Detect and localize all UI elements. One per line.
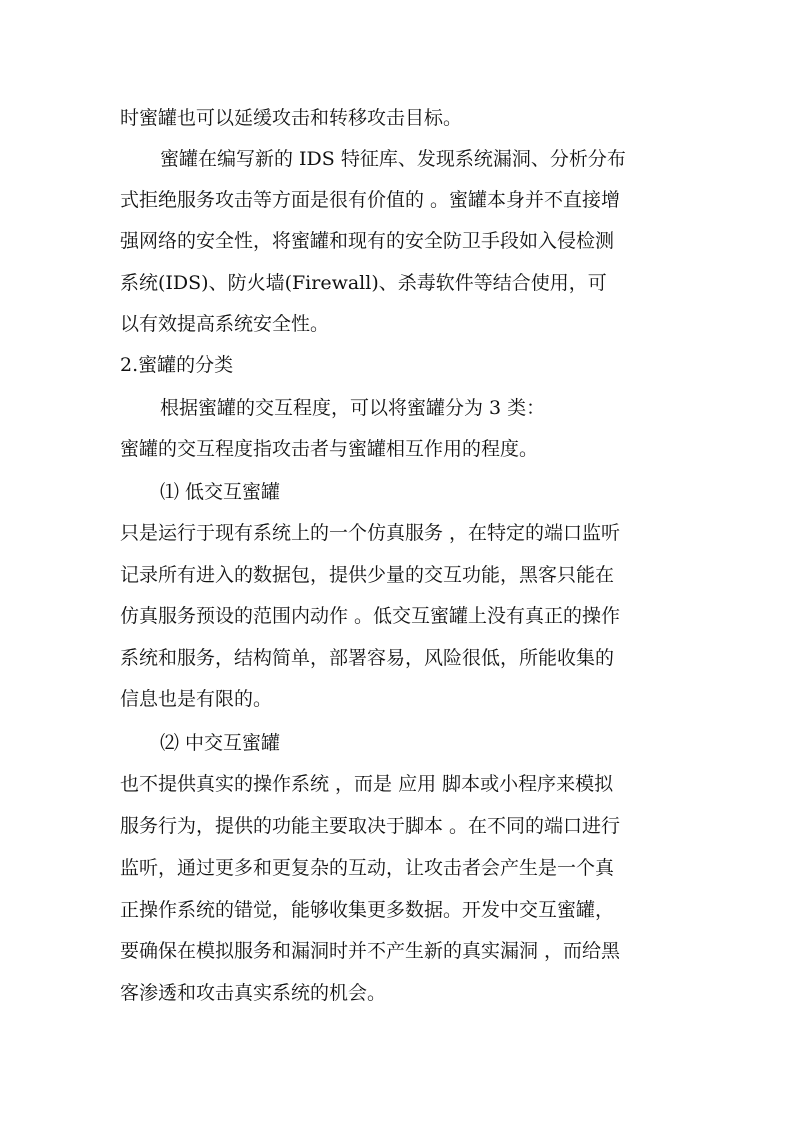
section-heading: 2.蜜罐的分类 <box>120 354 234 376</box>
subheading-medium-interaction: ⑵ 中交互蜜罐 <box>160 732 281 754</box>
text-line: 服务行为，提供的功能主要取决于脚本 。在不同的端口进行 <box>120 815 621 837</box>
text-line: 客渗透和攻击真实系统的机会。 <box>120 982 387 1004</box>
text-line: 仿真服务预设的范围内动作 。低交互蜜罐上没有真正的操作 <box>120 605 621 627</box>
paragraph-first-line: 蜜罐在编写新的 IDS 特征库、发现系统漏洞、分析分布 <box>160 148 626 170</box>
text-line: 式拒绝服务攻击等方面是很有价值的 。蜜罐本身并不直接增 <box>120 189 621 211</box>
text-line: 也不提供真实的操作系统 ，而是 应用 脚本或小程序来模拟 <box>120 773 614 795</box>
subheading-low-interaction: ⑴ 低交互蜜罐 <box>160 481 281 503</box>
text-line: 系统和服务，结构简单，部署容易，风险很低，所能收集的 <box>120 647 615 669</box>
text-line: 蜜罐的交互程度指攻击者与蜜罐相互作用的程度。 <box>120 438 539 460</box>
text-line: 以有效提高系统安全性。 <box>120 313 330 335</box>
text-line: 正操作系统的错觉，能够收集更多数据。开发中交互蜜罐， <box>120 899 615 921</box>
text-line: 记录所有进入的数据包，提供少量的交互功能，黑客只能在 <box>120 564 615 586</box>
text-line: 系统(IDS)、防火墙(Firewall)、杀毒软件等结合使用，可 <box>120 272 607 294</box>
paragraph-first-line: 根据蜜罐的交互程度，可以将蜜罐分为 3 类： <box>160 397 546 419</box>
text-line: 信息也是有限的。 <box>120 688 273 710</box>
text-line: 强网络的安全性，将蜜罐和现有的安全防卫手段如入侵检测 <box>120 230 615 252</box>
text-line: 要确保在模拟服务和漏洞时并不产生新的真实漏洞 ，而给黑 <box>120 940 621 962</box>
text-line: 时蜜罐也可以延缓攻击和转移攻击目标。 <box>120 107 463 129</box>
text-line: 只是运行于现有系统上的一个仿真服务 ，在特定的端口监听 <box>120 522 621 544</box>
text-line: 监听，通过更多和更复杂的互动，让攻击者会产生是一个真 <box>120 857 615 879</box>
